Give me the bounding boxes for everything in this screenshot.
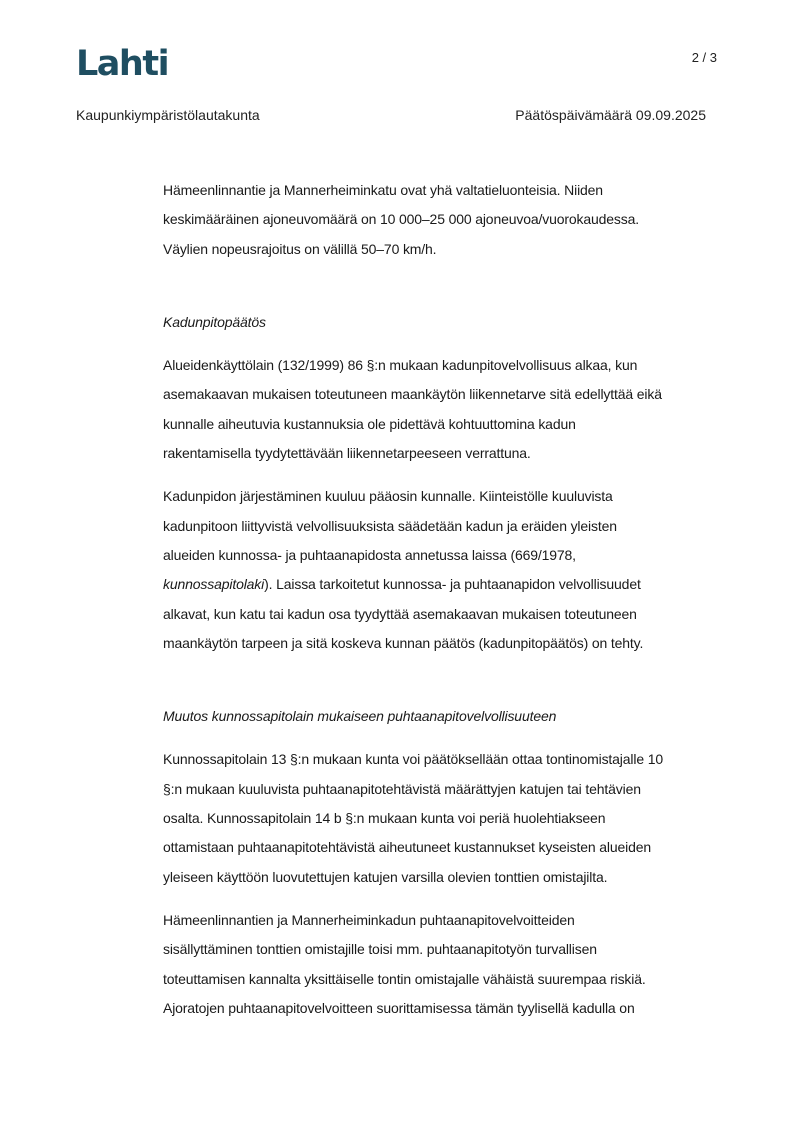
italic-law-name: kunnossapitolaki [163, 576, 265, 593]
lahti-logo: Lahti [76, 44, 169, 84]
document-body [163, 176, 723, 1023]
text-line: alkavat, kun katu tai kadun osa tyydyttää asemakaavan mukaisen toteutuneen [163, 605, 637, 622]
paragraph-land-use-act [163, 351, 723, 468]
text-line: Väylien nopeusrajoitus on välillä 50–70 km/h. [163, 240, 437, 257]
section-heading-kadunpitopaatos: Kadunpitopäätös [163, 313, 266, 330]
section-heading-cleaning-obligation: Muutos kunnossapitolain mukaiseen puhtaanapitovelvollisuuteen [163, 708, 557, 725]
text-line: Hämeenlinnantie ja Mannerheiminkatu ovat yhä valtatieluonteisia. Niiden [163, 182, 603, 198]
text-line: alueiden kunnossa- ja puhtaanapidosta annetussa laissa (669/1978, [163, 546, 576, 563]
text-line: ottamistaan puhtaanapitotehtävistä aiheutuneet kustannukset kyseisten alueiden [163, 839, 651, 856]
text-line: osalta. Kunnossapitolain 14 b §:n mukaan kunta voi periä huolehtiakseen [163, 810, 606, 827]
text-line: kadunpitoon liittyvistä velvollisuuksista säädetään kadun ja eräiden yleisten [163, 517, 617, 534]
text-line: Alueidenkäyttölain (132/1999) 86 §:n mukaan kadunpitovelvollisuus alkaa, kun [163, 357, 638, 374]
paragraph-street-maintenance [163, 482, 723, 658]
decision-date: Päätöspäivämäärä 09.09.2025 [515, 107, 706, 123]
text-line: sisällyttäminen tonttien omistajille toisi mm. puhtaanapitotyön turvallisen [163, 941, 597, 958]
board-name: Kaupunkiympäristölautakunta [76, 107, 260, 123]
paragraph-maintenance-law [163, 745, 723, 891]
text-line: asemakaavan mukaisen toteutuneen maankäytön liikennetarve sitä edellyttää eikä [163, 386, 662, 403]
paragraph-road-description [163, 176, 723, 264]
text-line: Ajoratojen puhtaanapitovelvoitteen suorittamisessa tämän tyylisellä kadulla on [163, 999, 635, 1016]
text-line: rakentamisella tyydytettävään liikennetarpeeseen verrattuna. [163, 445, 531, 462]
page-number: 2 / 3 [691, 50, 717, 65]
text-line: Hämeenlinnantien ja Mannerheiminkadun puhtaanapitovelvoitteiden [163, 911, 575, 928]
text-line [163, 570, 723, 599]
text-line: §:n mukaan kuuluvista puhtaanapitotehtävistä määrättyjen katujen tai tehtävien [163, 780, 641, 797]
text-fragment: ). Laissa tarkoitetut kunnossa- ja puhtaanapidon velvollisuudet [264, 576, 641, 593]
text-line: yleiseen käyttöön luovutettujen katujen varsilla olevien tonttien omistajilta. [163, 868, 608, 885]
text-line: toteuttamisen kannalta yksittäiselle tontin omistajalle vähäistä suurempaa riskiä. [163, 970, 646, 987]
text-line: kunnalle aiheutuvia kustannuksia ole pidettävä kohtuuttomina kadun [163, 415, 576, 432]
paragraph-cleaning-risks [163, 906, 723, 1023]
text-line: Kunnossapitolain 13 §:n mukaan kunta voi päätöksellään ottaa tontinomistajalle 10 [163, 751, 663, 768]
text-line: maankäytön tarpeen ja sitä koskeva kunnan päätös (kadunpitopäätös) on tehty. [163, 634, 644, 651]
text-line: keskimääräinen ajoneuvomäärä on 10 000–25 000 ajoneuvoa/vuorokaudessa. [163, 211, 639, 228]
text-line: Kadunpidon järjestäminen kuuluu pääosin kunnalle. Kiinteistölle kuuluvista [163, 488, 613, 505]
